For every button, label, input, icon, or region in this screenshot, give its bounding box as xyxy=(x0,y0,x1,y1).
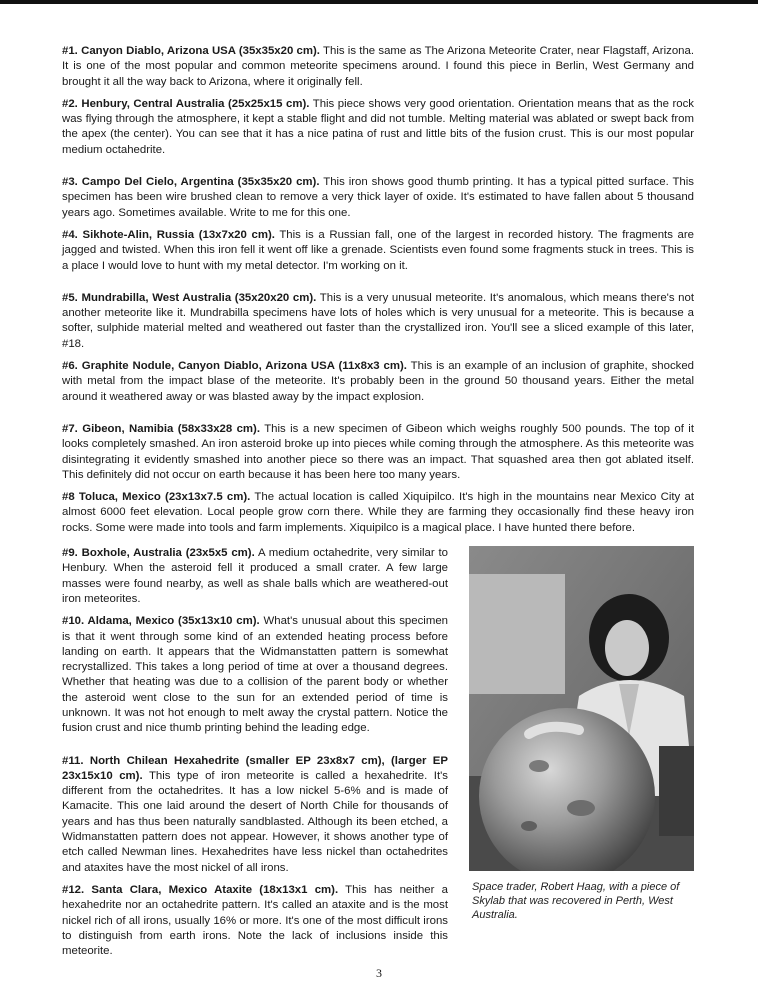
entry-text: A medium octahedrite, very similar to Henbury. When the asteroid fell it produced a small crater. A few large masses were found nearby, as well as shale balls which are weathered-out iron meteorites. xyxy=(62,547,448,605)
entry-title: #11. North Chilean Hexahedrite (smaller EP 23x8x7 cm), (larger EP 23x15x10 cm). xyxy=(62,754,448,782)
entry-title: #2. Henbury, Central Australia (25x25x15 cm). xyxy=(62,97,310,110)
page-number: 3 xyxy=(376,966,382,980)
two-column-section xyxy=(62,546,694,966)
entry-title: #5. Mundrabilla, West Australia (35x20x20 cm). xyxy=(62,291,317,304)
entry-8 xyxy=(62,490,694,536)
entry-10 xyxy=(62,614,448,736)
entry-11 xyxy=(62,754,448,876)
photo-illustration xyxy=(469,546,694,871)
entry-3 xyxy=(62,175,694,221)
entry-4 xyxy=(62,228,694,274)
entry-text: What's unusual about this specimen is that it went through some kind of an extended heating process before landing on earth. It appears that the Widmanstatten pattern is somewhat recrystallized. This takes a long period of time at over a thousand degrees. Whether that heating was due to a collision of the parent body or whether the asteroid went close to the sun for an extended period of time is unknown. It was not hot enough to melt away the crystal pattern. Notice the fusion crust and nice thumb printing behind the leading edge. xyxy=(62,615,448,735)
entry-text: The actual location is called Xiquipilco. It's high in the mountains near Mexico City at almost 6000 feet elevation. Local people grow corn there. While they are farming they occasionally find these heavy iron rocks. Some were made into tools and farm implements. Xiquipilco is a magical place. I have hunted there before. xyxy=(62,491,694,534)
entry-text: This type of iron meteorite is called a hexahedrite. It's different from the octahedrites. It has a low nickel 5-6% and is made of Kamacite. This one laid around the desert of North Chile for thousands of years and has thus been naturally sandblasted. Although its been etched, a Widmanstatten pattern does not appear. However, it shows another type of etch called Newman lines. Hexahedrites have less nickel than octahedrites and ataxites have the most nickel of all irons. xyxy=(62,769,448,874)
entry-title: #12. Santa Clara, Mexico Ataxite (18x13x1 cm). xyxy=(62,883,339,896)
entry-title: #6. Graphite Nodule, Canyon Diablo, Arizona USA (11x8x3 cm). xyxy=(62,360,407,373)
entry-text: This is an example of an inclusion of graphite, shocked with metal from the impact blase of the meteorite. It's probably been in the ground 50 thousand years. Either the metal around it weathered away or was blasted away by the impact explosion. xyxy=(62,360,695,403)
entry-12 xyxy=(62,883,448,959)
entry-title: #4. Sikhote-Alin, Russia (13x7x20 cm). xyxy=(62,228,275,241)
photo-caption: Space trader, Robert Haag, with a piece of Skylab that was recovered in Perth, West Australia. xyxy=(472,881,680,922)
entry-2 xyxy=(62,97,694,158)
entry-9 xyxy=(62,546,448,607)
entry-text: This iron shows good thumb printing. It has a typical pitted surface. This specimen has been wire brushed clean to remove a very thick layer of oxide. It's estimated to have fallen about 5 thousand years ago. Sometimes available. Write to me for this one. xyxy=(62,176,694,219)
entry-title: #1. Canyon Diablo, Arizona USA (35x35x20 cm). xyxy=(62,45,320,57)
entry-title: #10. Aldama, Mexico (35x13x10 cm). xyxy=(62,615,260,628)
entry-title: #9. Boxhole, Australia (23x5x5 cm). xyxy=(62,547,255,560)
entry-1 xyxy=(62,44,694,90)
entry-text: This is the same as The Arizona Meteorite Crater, near Flagstaff, Arizona. It is one of the most popular and common meteorite specimens around. I found this piece in Berlin, West Germany and brought it all the way back to Arizona, where it originally fell. xyxy=(62,45,694,88)
left-column xyxy=(62,546,448,959)
entry-text: This is a Russian fall, one of the largest in recorded history. The fragments are jagged and twisted. When this iron fell it went off like a grenade. Scientists even found some fragments stuck in trees. This is a place I would love to hunt with my metal detector. I'm working on it. xyxy=(62,228,694,272)
entry-text: This has neither a hexahedrite nor an octahedrite pattern. It's called an ataxite and is the most nickel rich of all irons, usually 16% or more. It's one of the most difficult irons to distinguish from earth irons. Note the lack of inclusions inside this meteorite. xyxy=(62,883,448,958)
entry-7 xyxy=(62,422,694,483)
entry-title: #8 Toluca, Mexico (23x13x7.5 cm). xyxy=(62,491,251,504)
skylab-photo xyxy=(469,546,694,871)
top-edge-bar xyxy=(0,0,758,4)
entry-6 xyxy=(62,359,694,405)
entry-text: This piece shows very good orientation. Orientation means that as the rock was flying through the atmosphere, it kept a stable flight and did not tumble. Melting material was ablated or swept back from the apex (the center). You can see that it has a nice patina of rust and little bits of the fusion crust. This is our most popular medium octahedrite. xyxy=(62,97,694,156)
entry-title: #7. Gibeon, Namibia (58x33x28 cm). xyxy=(62,422,261,435)
entry-text: This is a new specimen of Gibeon which weighs roughly 500 pounds. The top of it looks completely smashed. An iron asteroid broke up into pieces while coming through the atmosphere. As this meteorite was disintegrating it evidently smashed into another piece so there was an impact. That squashed area then got ablated itself. This definitely did not occur on earth because it has been here too many years. xyxy=(62,422,694,481)
entry-5 xyxy=(62,291,694,352)
page-content xyxy=(62,44,694,966)
entry-text: This is a very unusual meteorite. It's anomalous, which means there's not another meteorite like it. Mundrabilla specimens have lots of holes which is very unusual for a meteorite. This is because a softer, sulphide material melted and weathered out faster than the crystallized iron. You'll see a sliced example of this later, #18. xyxy=(62,291,695,350)
entry-title: #3. Campo Del Cielo, Argentina (35x35x20 cm). xyxy=(62,176,320,189)
